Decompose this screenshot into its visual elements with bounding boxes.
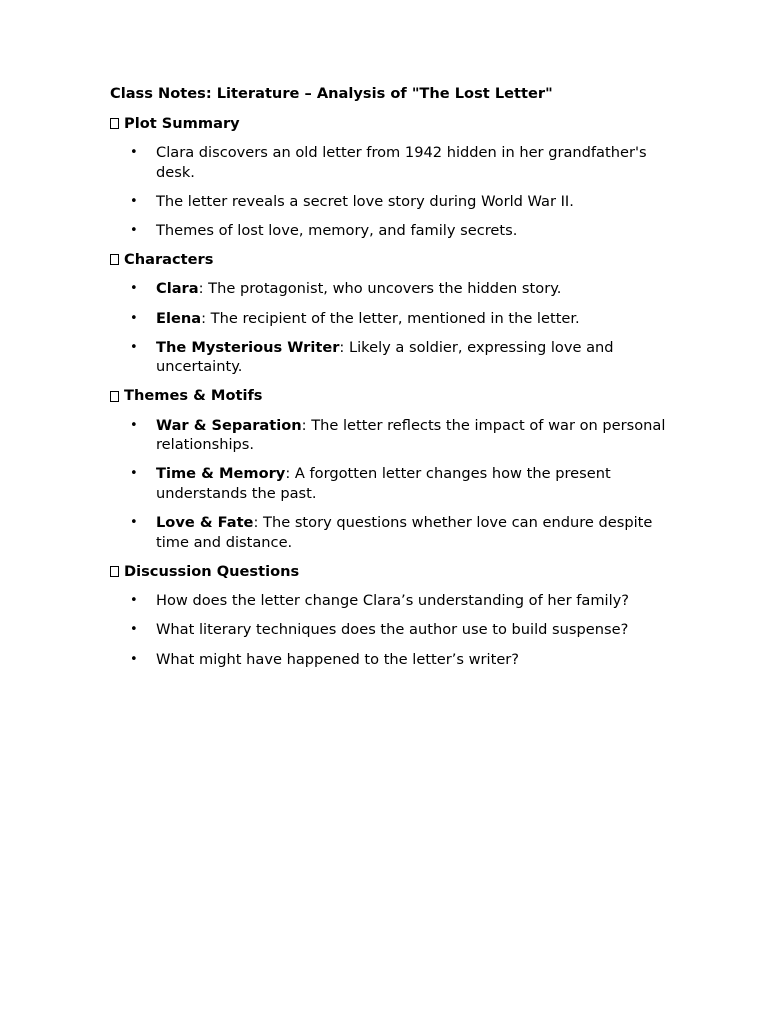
list-item [110,192,670,212]
item-separator: : [201,309,211,327]
bullet-icon: • [130,466,138,482]
item-text: What literary techniques does the author use to build suspense? [156,621,629,639]
section-heading-themes-motifs [110,386,670,406]
item-text: Clara discovers an old letter from 1942 hidden in her grandfather's desk. [156,144,647,181]
item-text: How does the letter change Clara’s understanding of her family? [156,592,630,610]
item-separator: : [253,514,264,532]
item-separator: : [198,280,209,298]
document-page [110,84,670,679]
list-item [110,591,670,611]
section-heading-plot-summary [110,114,670,134]
section-heading-characters [110,250,670,270]
section-heading-label: Plot Summary [124,114,240,132]
themes-list [110,416,670,552]
item-text: What might have happened to the letter’s writer? [156,650,520,668]
list-item [110,221,670,241]
missing-glyph-icon [110,566,119,577]
list-item [110,143,670,182]
item-text: Likely a soldier, expressing love and uncertainty. [156,338,614,376]
bullet-icon: • [130,593,138,609]
item-text: A forgotten letter changes how the present understands the past. [156,465,611,502]
bullet-icon: • [130,193,138,209]
item-term: War & Separation [156,416,302,434]
list-item [110,464,670,503]
item-text: The recipient of the letter, mentioned in the letter. [210,309,580,327]
bullet-icon: • [130,281,138,297]
item-separator: : [301,416,312,434]
bullet-icon: • [130,651,138,667]
list-item [110,416,670,455]
item-text: The letter reflects the impact of war on personal relationships. [156,416,666,454]
document-title: Class Notes: Literature – Analysis of "The Lost Letter" [110,85,553,102]
section-heading-discussion-questions [110,562,670,582]
item-separator: : [339,338,349,356]
missing-glyph-icon [110,391,119,402]
item-text: The letter reveals a secret love story during World War II. [156,192,574,210]
section-heading-label: Themes & Motifs [124,387,263,405]
bullet-icon: • [130,515,138,531]
item-term: Love & Fate [156,514,254,532]
item-term: The Mysterious Writer [156,338,340,356]
list-item [110,620,670,640]
bullet-icon: • [130,622,138,638]
item-term: Elena [156,309,202,327]
bullet-icon: • [130,310,138,326]
item-text: Themes of lost love, memory, and family secrets. [156,221,518,239]
bullet-icon: • [130,339,138,355]
list-item [110,650,670,670]
bullet-icon: • [130,145,138,160]
list-item [110,279,670,299]
item-term: Clara [156,280,199,298]
section-heading-label: Discussion Questions [124,562,300,580]
item-text: The story questions whether love can endure despite time and distance. [156,514,653,551]
questions-list [110,591,670,669]
item-text: The protagonist, who uncovers the hidden story. [208,280,562,298]
plot-summary-list [110,143,670,240]
list-item [110,338,670,377]
bullet-icon: • [130,222,138,238]
section-heading-label: Characters [124,250,214,268]
bullet-icon: • [130,417,138,433]
characters-list [110,279,670,376]
missing-glyph-icon [110,254,119,265]
missing-glyph-icon [110,118,119,129]
item-separator: : [285,465,295,483]
list-item [110,513,670,552]
list-item [110,309,670,329]
item-term: Time & Memory [156,465,286,483]
